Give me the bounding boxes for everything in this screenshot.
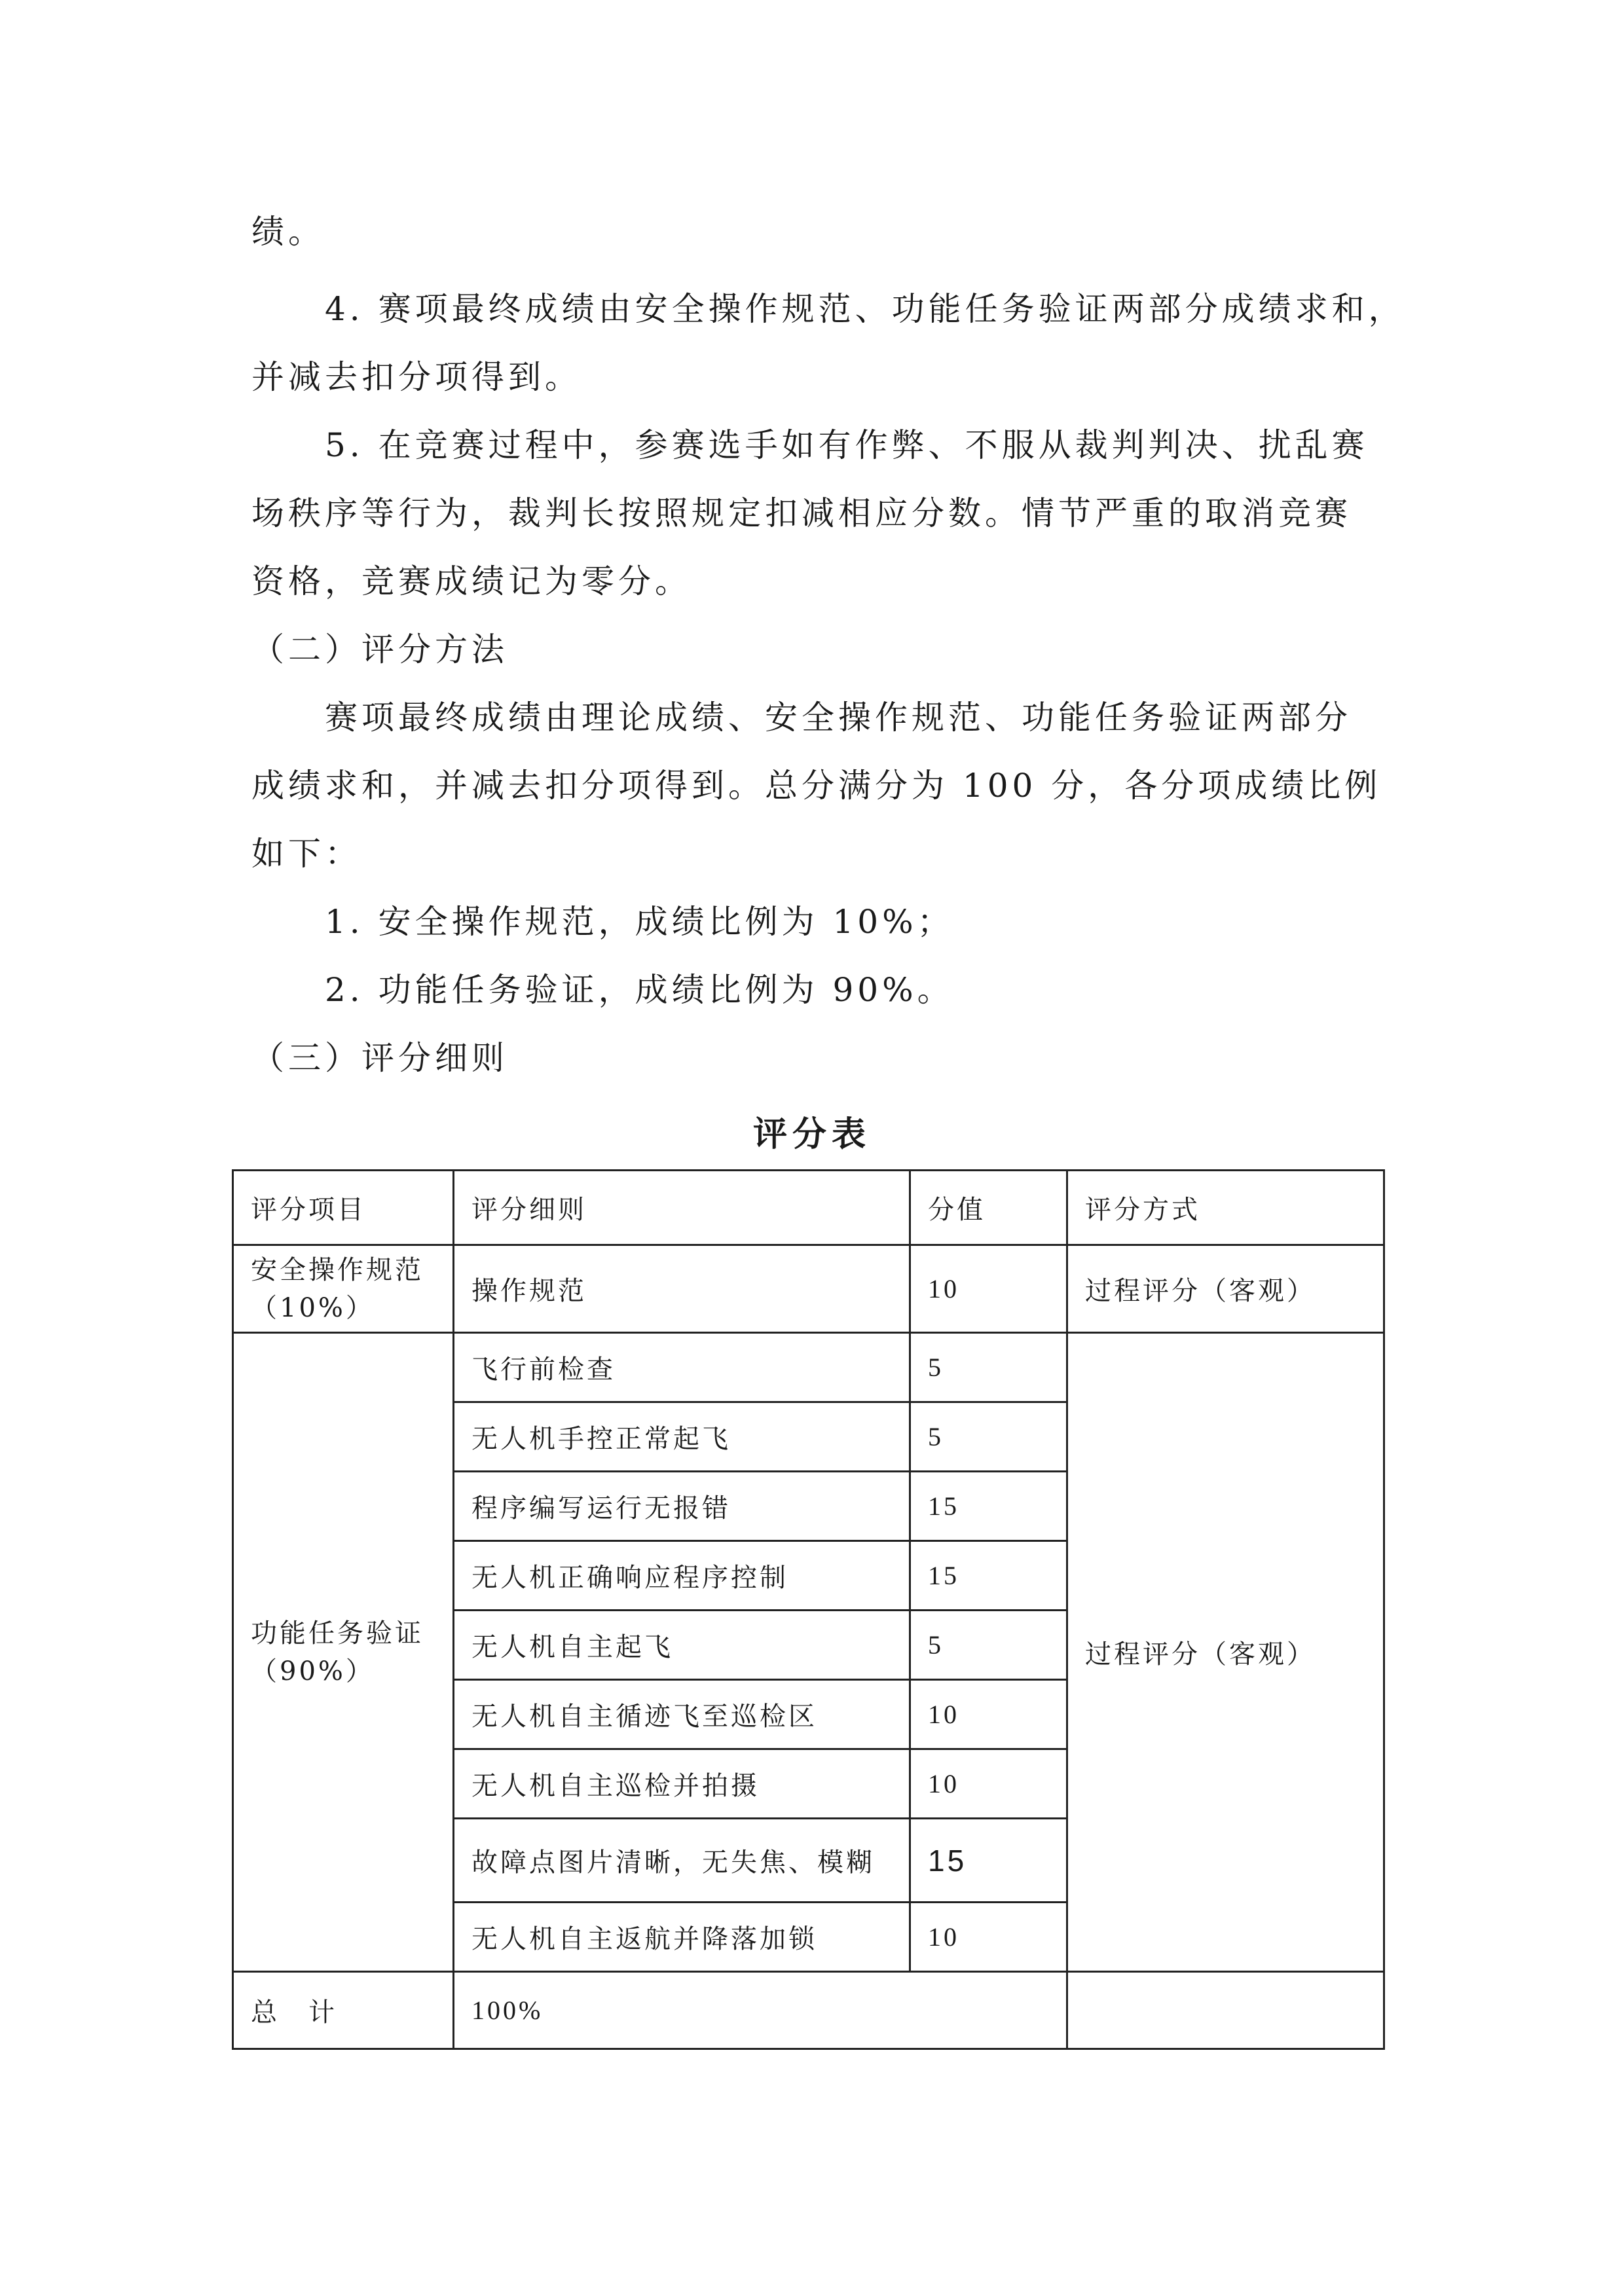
detail-cell: 无人机自主循迹飞至巡检区	[454, 1680, 910, 1749]
score-cell: 15	[910, 1819, 1067, 1903]
scoring-table	[232, 1169, 1385, 2050]
detail-cell: 故障点图片清晰，无失焦、模糊	[454, 1819, 910, 1903]
score-cell: 10	[910, 1903, 1067, 1972]
score-cell: 10	[910, 1680, 1067, 1749]
header-method: 评分方式	[1067, 1171, 1384, 1245]
item-cell-safety	[233, 1245, 454, 1333]
table-row	[233, 1245, 1384, 1333]
score-cell: 10	[910, 1245, 1067, 1333]
header-score: 分值	[910, 1171, 1067, 1245]
paragraph-item-5-line1: 5. 在竞赛过程中，参赛选手如有作弊、不服从裁判判决、扰乱赛	[325, 426, 1369, 464]
score-cell: 5	[910, 1611, 1067, 1680]
paragraph-ratio-function: 2. 功能任务验证，成绩比例为 90%。	[325, 971, 954, 1009]
header-item: 评分项目	[233, 1171, 454, 1245]
score-cell: 5	[910, 1333, 1067, 1402]
paragraph-item-4-line2: 并减去扣分项得到。	[251, 358, 581, 396]
table-title: 评分表	[752, 1114, 871, 1154]
detail-cell: 程序编写运行无报错	[454, 1472, 910, 1541]
section-heading-scoring-rules: （三）评分细则	[251, 1039, 508, 1077]
paragraph-item-5-line3: 资格，竞赛成绩记为零分。	[251, 562, 692, 600]
detail-cell: 无人机自主起飞	[454, 1611, 910, 1680]
table-row	[233, 1333, 1384, 1402]
detail-cell: 无人机正确响应程序控制	[454, 1541, 910, 1611]
header-detail: 评分细则	[454, 1171, 910, 1245]
total-label: 总 计	[233, 1972, 454, 2049]
paragraph-ratio-safety: 1. 安全操作规范，成绩比例为 10%；	[325, 903, 954, 941]
method-cell: 过程评分（客观）	[1067, 1245, 1384, 1333]
detail-cell: 操作规范	[454, 1245, 910, 1333]
table-header-row	[233, 1171, 1384, 1245]
item-ratio: （10%）	[251, 1292, 375, 1323]
score-cell: 15	[910, 1472, 1067, 1541]
table-total-row	[233, 1972, 1384, 2049]
total-empty-cell	[1067, 1972, 1384, 2049]
method-cell: 过程评分（客观）	[1067, 1333, 1384, 1972]
paragraph-method-line3: 如下：	[251, 835, 361, 873]
paragraph-method-line1: 赛项最终成绩由理论成绩、安全操作规范、功能任务验证两部分	[325, 699, 1352, 737]
total-value: 100%	[454, 1972, 1067, 2049]
item-label: 功能任务验证	[251, 1618, 424, 1649]
detail-cell: 无人机自主巡检并拍摄	[454, 1749, 910, 1819]
score-cell: 10	[910, 1749, 1067, 1819]
item-ratio: （90%）	[251, 1656, 375, 1686]
score-cell: 15	[910, 1541, 1067, 1611]
detail-cell: 飞行前检查	[454, 1333, 910, 1402]
paragraph-item-4-line1: 4. 赛项最终成绩由安全操作规范、功能任务验证两部分成绩求和，	[325, 290, 1405, 328]
detail-cell: 无人机自主返航并降落加锁	[454, 1903, 910, 1972]
paragraph-continuation: 绩。	[251, 213, 325, 251]
detail-cell: 无人机手控正常起飞	[454, 1402, 910, 1472]
item-label: 安全操作规范	[251, 1254, 424, 1285]
score-cell: 5	[910, 1402, 1067, 1472]
section-heading-scoring-method: （二）评分方法	[251, 630, 508, 668]
paragraph-method-line2: 成绩求和，并减去扣分项得到。总分满分为 100 分，各分项成绩比例	[251, 767, 1382, 805]
item-cell-function	[233, 1333, 454, 1972]
paragraph-item-5-line2: 场秩序等行为，裁判长按照规定扣减相应分数。情节严重的取消竞赛	[251, 494, 1352, 532]
